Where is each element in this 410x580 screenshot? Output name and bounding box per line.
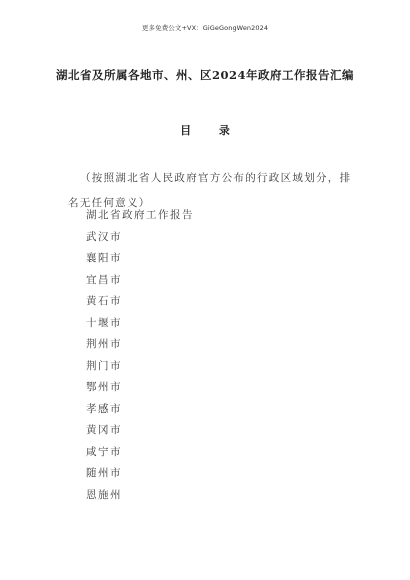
table-of-contents [86,205,194,506]
toc-item-xiaogan[interactable]: 孝感市 [86,402,122,415]
toc-item-xianning[interactable]: 咸宁市 [86,445,122,458]
document-title: 湖北省及所属各地市、州、区2024年政府工作报告汇编 [55,68,354,82]
toc-item-yichang[interactable]: 宜昌市 [86,273,122,286]
toc-item-suizhou[interactable]: 随州市 [86,467,122,479]
toc-item-xiangyang[interactable]: 襄阳市 [86,252,122,264]
toc-item-ezhou[interactable]: 鄂州市 [86,381,122,393]
toc-item-jingmen[interactable]: 荆门市 [86,359,122,372]
toc-item-provincial-report[interactable]: 湖北省政府工作报告 [86,209,194,221]
ordering-note: （按照湖北省人民政府官方公布的行政区域划分，排名无任何意义） [68,172,352,209]
toc-item-huangshi[interactable]: 黄石市 [86,295,122,307]
toc-item-jingzhou[interactable]: 荆州市 [86,338,122,350]
toc-item-wuhan[interactable]: 武汉市 [86,230,122,243]
toc-item-huanggang[interactable]: 黄冈市 [86,424,122,436]
header-promo-note: 更多免费公文+VX：GiGeGongWen2024 [141,24,269,32]
toc-heading: 目 录 [180,124,242,137]
toc-item-shiyan[interactable]: 十堰市 [86,316,122,329]
toc-item-enshi[interactable]: 恩施州 [86,488,122,501]
